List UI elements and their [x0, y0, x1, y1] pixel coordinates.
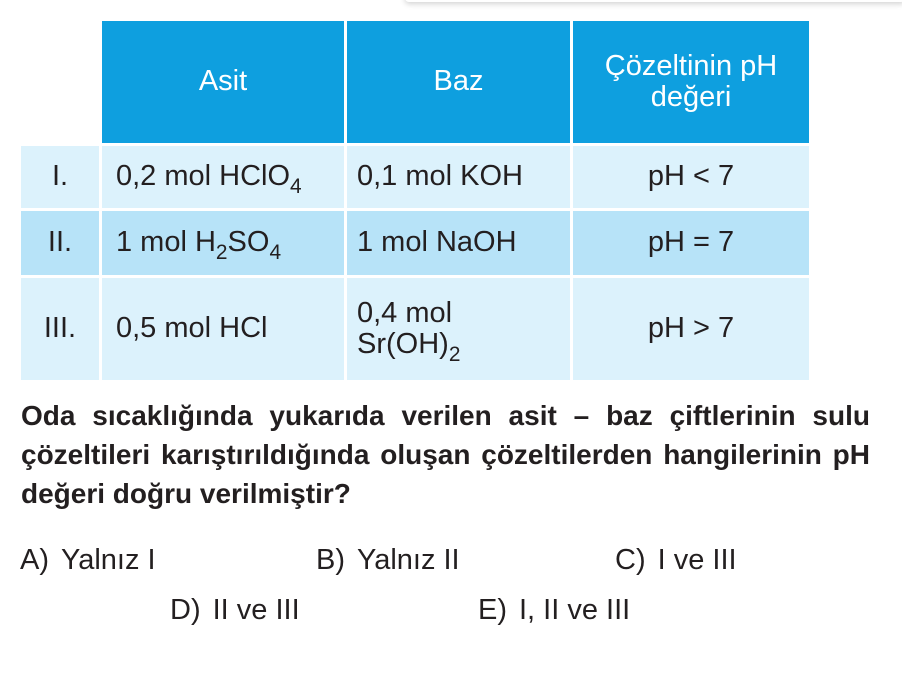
- option-d[interactable]: D) II ve III: [170, 594, 300, 626]
- row-3-ph: pH > 7: [573, 278, 809, 380]
- row-1-number: I.: [21, 146, 99, 208]
- option-a[interactable]: A) Yalnız I: [20, 544, 156, 576]
- question-text: Oda sıcaklığında yukarıda verilen asit – baz çiftlerinin sulu çözeltileri karıştırıldığında oluşan çözeltilerden hangilerinin pH değeri doğru verilmiştir?: [21, 400, 870, 509]
- row-3-number: III.: [21, 278, 99, 380]
- row-1-base: 0,1 mol KOH: [347, 146, 570, 208]
- row-1-acid: 0,2 mol HClO$_4$: [102, 146, 344, 208]
- option-c[interactable]: C) I ve III: [615, 544, 737, 576]
- option-e[interactable]: E) I, II ve III: [478, 594, 631, 626]
- option-b[interactable]: B) Yalnız II: [316, 544, 460, 576]
- header-base: Baz: [347, 21, 570, 143]
- row-2-base: 1 mol NaOH: [347, 211, 570, 275]
- header-ph: Çözeltinin pH değeri: [573, 21, 809, 143]
- row-2-ph: pH = 7: [573, 211, 809, 275]
- row-3-base: 0,4 mol $Sr(OH)_2$: [347, 278, 570, 380]
- row-2-acid: 1 mol $H_2SO_4$: [102, 211, 344, 275]
- top-shadow: [405, 0, 902, 2]
- row-2-number: II.: [21, 211, 99, 275]
- header-acid: Asit: [102, 21, 344, 143]
- row-1-ph: pH < 7: [573, 146, 809, 208]
- row-3-acid: 0,5 mol HCl: [102, 278, 344, 380]
